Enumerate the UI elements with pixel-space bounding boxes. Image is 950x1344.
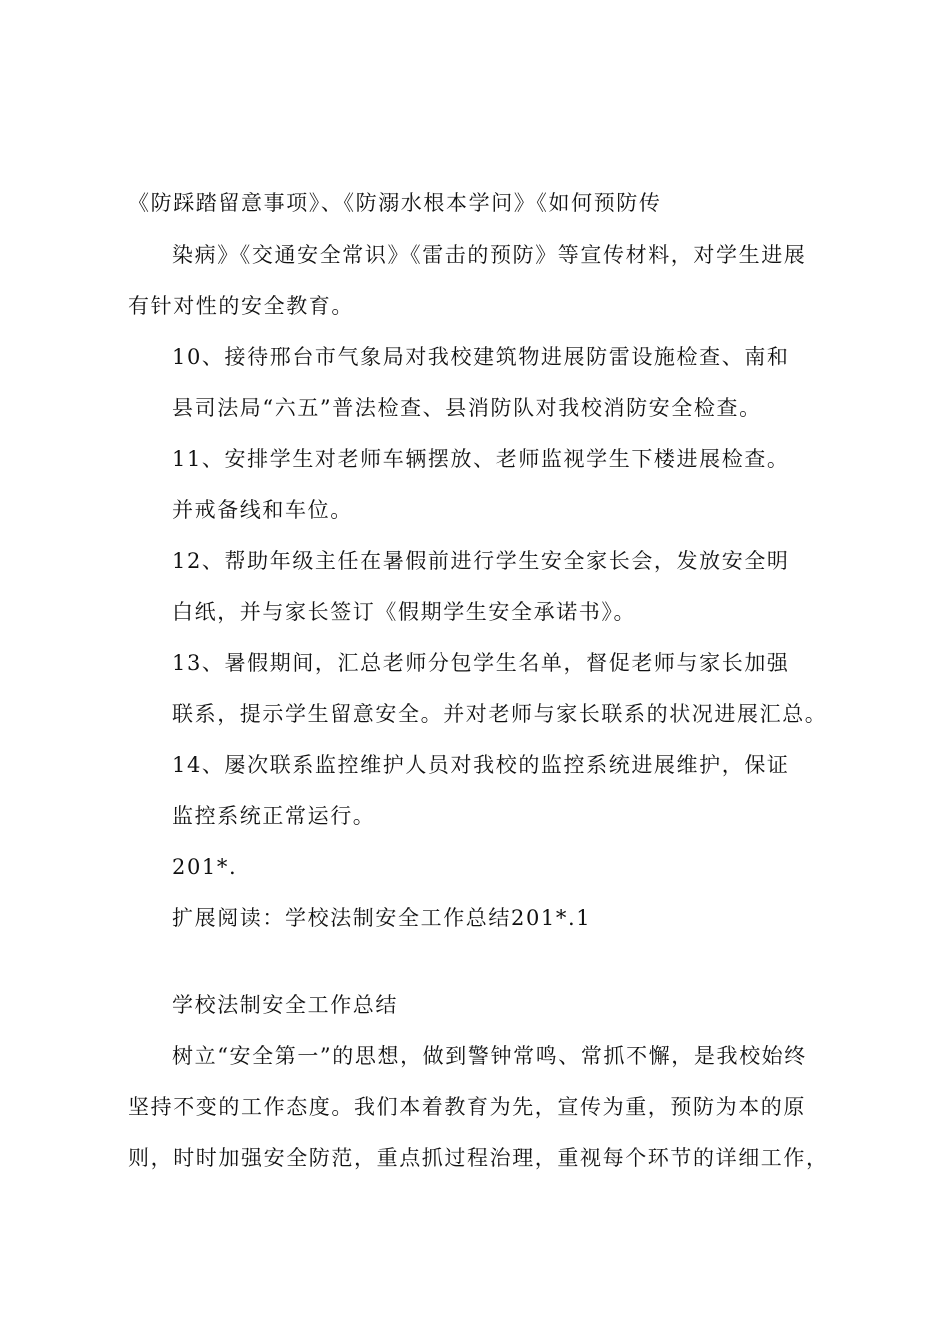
text-line: 有针对性的安全教育。 [128,294,354,318]
text-line: 监控系统正常运行。 [172,804,376,828]
text-line: 12、帮助年级主任在暑假前进行学生安全家长会，发放安全明 [172,549,790,573]
text-line: 染病》《交通安全常识》《雷击的预防》等宣传材料，对学生进展 [172,243,807,267]
text-line: 《防踩踏留意事项》、《防溺水根本学问》《如何预防传 [128,191,662,215]
text-line: 联系，提示学生留意安全。并对老师与家长联系的状况进展汇总。 [172,702,828,726]
text-line: 10、接待邢台市气象局对我校建筑物进展防雷设施检查、南和 [172,345,790,369]
text-line: 县司法局“六五”普法检查、县消防队对我校消防安全检查。 [172,396,762,420]
extended-reading-line: 扩展阅读：学校法制安全工作总结201*.1 [172,906,592,930]
text-line: 坚持不变的工作态度。我们本着教育为先，宣传为重，预防为本的原 [128,1095,806,1119]
date-line: 201*. [172,855,238,879]
text-line: 则，时时加强安全防范，重点抓过程治理，重视每个环节的详细工作， [128,1146,829,1170]
text-line: 13、暑假期间，汇总老师分包学生名单，督促老师与家长加强 [172,651,790,675]
text-line: 11、安排学生对老师车辆摆放、老师监视学生下楼进展检查。 [172,447,790,471]
text-line: 白纸，并与家长签订《假期学生安全承诺书》。 [172,600,637,624]
text-line: 树立“安全第一”的思想，做到警钟常鸣、常抓不懈，是我校始终 [172,1044,807,1068]
text-line: 并戒备线和车位。 [172,498,353,522]
section-title: 学校法制安全工作总结 [172,993,398,1017]
text-line: 14、屡次联系监控维护人员对我校的监控系统进展维护，保证 [172,753,790,777]
